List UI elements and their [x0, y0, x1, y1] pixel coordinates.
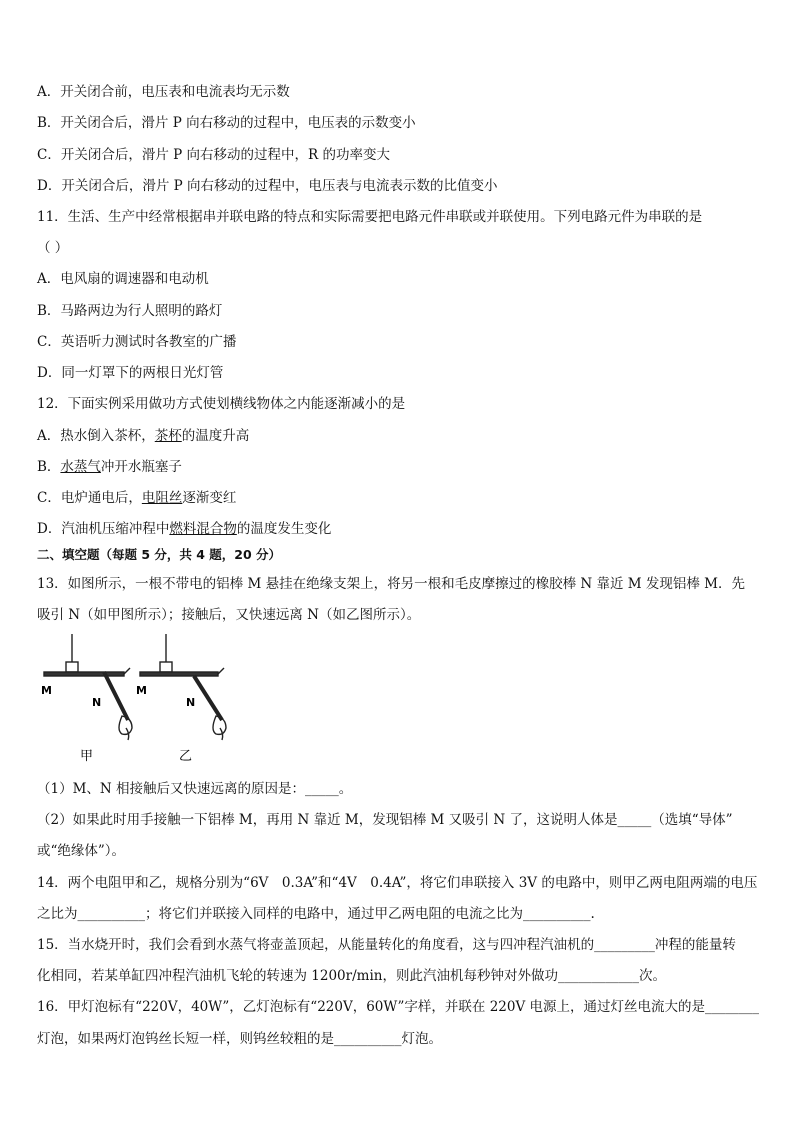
rubber-rod-n [104, 672, 128, 720]
label-m: M [41, 684, 52, 697]
q11-option-b: B．马路两边为行人照明的路灯 [37, 303, 223, 319]
q13-line2: 吸引 N（如甲图所示）；接触后，又快速远离 N（如乙图所示）。 [37, 607, 421, 623]
q12-b-post: 冲开水瓶塞子 [100, 459, 182, 475]
q10-option-c: C．开关闭合后，滑片 P 向右移动的过程中，R 的功率变大 [37, 147, 390, 163]
figure-yi [140, 634, 226, 740]
q13-sub2-line2: 或“绝缘体”）。 [37, 843, 126, 859]
q14-line1: 14．两个电阻甲和乙，规格分别为“6V 0.3A”和“4V 0.4A”，将它们串联接入 3V 的电路中，则甲乙两电阻两端的电压 [37, 875, 758, 891]
q12-stem: 12．下面实例采用做功方式使划横线物体之内能逐渐减小的是 [37, 396, 406, 412]
q12-a-underlined: 茶杯 [154, 428, 182, 444]
q11-stem: 11．生活、生产中经常根据串并联电路的特点和实际需要把电路元件串联或并联使用。下列电路元件为串联的是 [37, 209, 703, 225]
aluminium-rod-m [140, 672, 218, 676]
q13-figure [36, 632, 246, 772]
insulating-support [66, 662, 78, 672]
q11-option-c: C．英语听力测试时各教室的广播 [37, 334, 237, 350]
q14-line2: 之比为__________；将它们并联接入同样的电路中，通过甲乙两电阻的电流之比为__________. [37, 906, 595, 922]
q11-option-d: D．同一灯罩下的两根日光灯管 [37, 365, 224, 381]
q10-option-d: D．开关闭合后，滑片 P 向右移动的过程中，电压表与电流表示数的比值变小 [37, 178, 498, 194]
q11-paren: （ ） [37, 240, 69, 256]
q12-option-c [37, 489, 236, 507]
rubber-rod-n [194, 676, 222, 720]
q10-option-a: A．开关闭合前，电压表和电流表均无示数 [37, 84, 290, 100]
label-n: N [92, 696, 102, 709]
q15-line2: 化相同，若某单缸四冲程汽油机飞轮的转速为 1200r/min，则此汽油机每秒钟对外做功____________次。 [37, 968, 666, 984]
q12-d-pre: D．汽油机压缩冲程中 [37, 521, 170, 537]
q13-sub2-line1: （2）如果此时用手接触一下铝棒 M，再用 N 靠近 M，发现铝棒 M 又吸引 N 了，这说明人体是_____（选填“导体” [37, 812, 733, 828]
q16-line1: 16．甲灯泡标有“220V，40W”，乙灯泡标有“220V，60W”字样，并联在 220V 电源上，通过灯丝电流大的是________ [37, 999, 760, 1015]
q12-c-pre: C．电炉通电后， [37, 490, 142, 506]
q12-option-d [37, 520, 331, 538]
figure-jia [44, 634, 132, 740]
q12-option-b [37, 458, 182, 476]
q15-line1: 15．当水烧开时，我们会看到水蒸气将壶盖顶起，从能量转化的角度看，这与四冲程汽油机的_________冲程的能量转 [37, 937, 736, 953]
q12-b-underlined: 水蒸气 [60, 459, 101, 475]
label-n: N [186, 696, 196, 709]
label-jia: 甲 [80, 749, 94, 764]
section-heading: 二、填空题（每题 5 分，共 4 题，20 分） [37, 547, 282, 562]
rod-end [124, 668, 130, 674]
q12-option-a [37, 427, 249, 445]
q13-sub1: （1）M、N 相接触后又快速远离的原因是：_____。 [37, 781, 353, 797]
q12-d-underlined: 燃料混合物 [169, 521, 237, 537]
q13-line1: 13．如图所示，一根不带电的铝棒 M 悬挂在绝缘支架上，将另一根和毛皮摩擦过的橡胶棒 N 靠近 M 发现铝棒 M．先 [37, 576, 745, 592]
q16-line2: 灯泡，如果两灯泡钨丝长短一样，则钨丝较粗的是__________灯泡。 [37, 1031, 442, 1047]
q12-d-post: 的温度发生变化 [236, 521, 332, 537]
label-m: M [136, 684, 147, 697]
q11-option-a: A．电风扇的调速器和电动机 [37, 271, 209, 287]
q12-c-post: 逐渐变红 [182, 490, 237, 506]
aluminium-rod-m [44, 672, 124, 676]
q12-a-post: 的温度升高 [181, 428, 250, 444]
q12-a-pre: A．热水倒入茶杯， [37, 428, 155, 444]
q10-option-b: B．开关闭合后，滑片 P 向右移动的过程中，电压表的示数变小 [37, 115, 416, 131]
q12-c-underlined: 电阻丝 [141, 490, 183, 506]
rod-end [218, 668, 224, 674]
label-yi: 乙 [179, 749, 193, 764]
q12-b-pre: B． [37, 459, 61, 475]
insulating-support [160, 662, 172, 672]
